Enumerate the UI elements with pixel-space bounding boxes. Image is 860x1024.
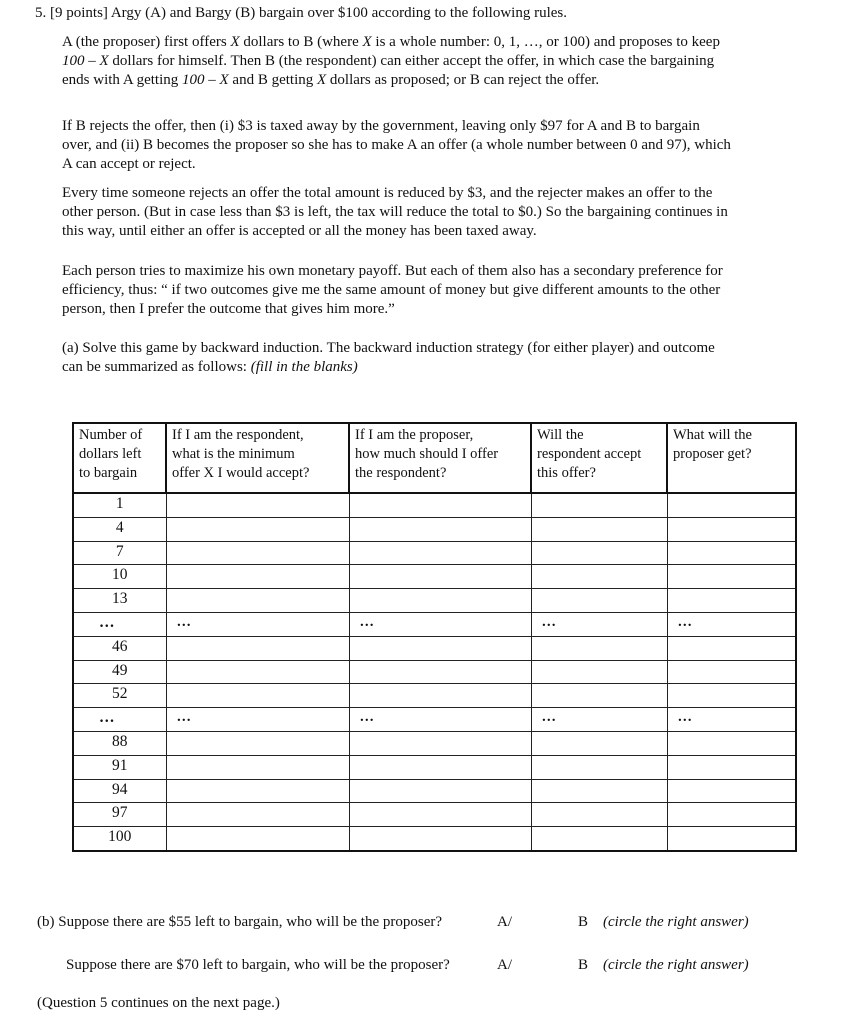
- circle-hint: (circle the right answer): [603, 914, 749, 930]
- answer-cell[interactable]: [166, 517, 349, 541]
- header-line: dollars left: [79, 446, 142, 462]
- table-row: [73, 684, 796, 708]
- table-row: [73, 541, 796, 565]
- answer-cell[interactable]: [531, 731, 667, 755]
- text-segment: other person. (But in case less than $3 is left, the tax will reduce the total to $0.) So the bargaining continues in: [62, 204, 728, 220]
- answer-cell[interactable]: [667, 684, 796, 708]
- option-a[interactable]: A/: [497, 914, 512, 930]
- answer-cell[interactable]: [667, 541, 796, 565]
- answer-cell[interactable]: [531, 660, 667, 684]
- text-segment: efficiency, thus: “ if two outcomes give me the same amount of money but give different amounts to the other: [62, 282, 721, 298]
- table-row: [73, 731, 796, 755]
- answer-cell[interactable]: [166, 636, 349, 660]
- answer-cell[interactable]: …: [667, 612, 796, 636]
- part-b-question-55: (b) Suppose there are $55 left to bargain, who will be the proposer?: [37, 914, 443, 930]
- option-a[interactable]: A/: [497, 957, 512, 973]
- header-line: offer X I would accept?: [172, 465, 310, 481]
- answer-cell[interactable]: [166, 827, 349, 851]
- text-segment: ends with A getting: [62, 72, 182, 88]
- answer-cell[interactable]: [667, 803, 796, 827]
- answer-cell[interactable]: [166, 589, 349, 613]
- backward-induction-table: [72, 422, 797, 852]
- answer-cell[interactable]: [166, 779, 349, 803]
- table-row: [73, 755, 796, 779]
- answer-cell[interactable]: [349, 731, 531, 755]
- answer-cell[interactable]: [531, 803, 667, 827]
- answer-cell[interactable]: [531, 684, 667, 708]
- answer-cell[interactable]: [166, 493, 349, 517]
- header-line: to bargain: [79, 465, 138, 481]
- text-segment: dollars for himself. Then B (the respondent) can either accept the offer, in which case the bargaining: [108, 53, 715, 69]
- answer-cell[interactable]: [667, 493, 796, 517]
- answer-cell[interactable]: [667, 731, 796, 755]
- dollars-left-cell: 13: [73, 589, 166, 613]
- answer-cell[interactable]: [531, 493, 667, 517]
- question-title: 5. [9 points] Argy (A) and Bargy (B) bargain over $100 according to the following rules.: [35, 5, 567, 21]
- text-segment: is a whole number: 0, 1, …, or 100) and proposes to keep: [371, 34, 720, 50]
- paragraph-line: [62, 136, 731, 155]
- answer-cell[interactable]: [166, 660, 349, 684]
- header-line: the respondent?: [355, 465, 447, 481]
- answer-cell[interactable]: [667, 827, 796, 851]
- text-segment: X: [317, 72, 327, 88]
- answer-cell[interactable]: [349, 684, 531, 708]
- header-line: what is the minimum: [172, 446, 295, 462]
- paragraph-line: [62, 281, 720, 300]
- header-line: What will the: [673, 427, 752, 443]
- dollars-left-cell: …: [73, 612, 166, 636]
- table-row: [73, 517, 796, 541]
- paragraph-line: [62, 203, 728, 222]
- answer-cell[interactable]: …: [349, 708, 531, 732]
- text-segment: X: [362, 34, 372, 50]
- answer-cell[interactable]: [349, 827, 531, 851]
- answer-cell[interactable]: [166, 541, 349, 565]
- answer-cell[interactable]: [531, 565, 667, 589]
- header-line: how much should I offer: [355, 446, 499, 462]
- dollars-left-cell: 1: [73, 493, 166, 517]
- table-row: [73, 708, 796, 732]
- dollars-left-cell: 10: [73, 565, 166, 589]
- dollars-left-cell: …: [73, 708, 166, 732]
- answer-cell[interactable]: [531, 827, 667, 851]
- text-segment: 100 – X: [62, 53, 109, 69]
- answer-cell[interactable]: …: [349, 612, 531, 636]
- text-segment: A (the proposer) first offers: [62, 34, 231, 50]
- header-line: If I am the respondent,: [172, 427, 304, 443]
- dollars-left-cell: 49: [73, 660, 166, 684]
- part-b-question-70: Suppose there are $70 left to bargain, who will be the proposer?: [66, 957, 450, 973]
- dollars-left-cell: 7: [73, 541, 166, 565]
- table-row: [73, 493, 796, 517]
- column-header: [73, 423, 166, 493]
- paragraph-line: [62, 155, 196, 174]
- answer-cell[interactable]: …: [531, 612, 667, 636]
- text-segment: If B rejects the offer, then (i) $3 is taxed away by the government, leaving only $97 for A and B to bargain: [62, 118, 700, 134]
- table-row: [73, 803, 796, 827]
- paragraph-line: [62, 222, 537, 241]
- answer-cell[interactable]: [349, 589, 531, 613]
- answer-cell[interactable]: [166, 803, 349, 827]
- answer-cell[interactable]: [349, 636, 531, 660]
- answer-cell[interactable]: [667, 517, 796, 541]
- text-segment: dollars to B (where: [239, 34, 363, 50]
- text-segment: Every time someone rejects an offer the total amount is reduced by $3, and the rejecter makes an offer to the: [62, 185, 713, 201]
- column-header: [166, 423, 349, 493]
- answer-cell[interactable]: [531, 517, 667, 541]
- answer-cell[interactable]: …: [667, 708, 796, 732]
- text-segment: over, and (ii) B becomes the proposer so she has to make A an offer (a whole number between 0 and 97), which: [62, 137, 731, 153]
- dollars-left-cell: 4: [73, 517, 166, 541]
- table-row: [73, 589, 796, 613]
- text-segment: A can accept or reject.: [62, 156, 196, 172]
- text-segment: X: [230, 34, 240, 50]
- answer-cell[interactable]: [349, 493, 531, 517]
- text-segment: 100 – X: [182, 72, 229, 88]
- dollars-left-cell: 97: [73, 803, 166, 827]
- option-b[interactable]: B: [578, 957, 589, 973]
- circle-hint: (circle the right answer): [603, 957, 749, 973]
- option-b[interactable]: B: [578, 914, 589, 930]
- column-header: [667, 423, 796, 493]
- answer-cell[interactable]: [531, 755, 667, 779]
- paragraph-line: [62, 262, 723, 281]
- paragraph-line: [62, 358, 358, 377]
- dollars-left-cell: 52: [73, 684, 166, 708]
- answer-cell[interactable]: [531, 636, 667, 660]
- answer-cell[interactable]: [166, 565, 349, 589]
- answer-cell[interactable]: [349, 779, 531, 803]
- answer-cell[interactable]: [667, 565, 796, 589]
- answer-cell[interactable]: …: [166, 612, 349, 636]
- paragraph-line: [62, 300, 395, 319]
- dollars-left-cell: 91: [73, 755, 166, 779]
- answer-cell[interactable]: [667, 660, 796, 684]
- table-row: [73, 779, 796, 803]
- text-segment: (fill in the blanks): [250, 359, 358, 375]
- answer-cell[interactable]: [531, 541, 667, 565]
- answer-cell[interactable]: [166, 684, 349, 708]
- table-row: [73, 827, 796, 851]
- dollars-left-cell: 46: [73, 636, 166, 660]
- text-segment: Each person tries to maximize his own monetary payoff. But each of them also has a secondary preference for: [62, 263, 723, 279]
- table-row: [73, 565, 796, 589]
- answer-cell[interactable]: [667, 779, 796, 803]
- text-segment: dollars as proposed; or B can reject the offer.: [326, 72, 600, 88]
- answer-cell[interactable]: [349, 660, 531, 684]
- header-line: Number of: [79, 427, 143, 443]
- answer-cell[interactable]: [349, 541, 531, 565]
- header-line: respondent accept: [537, 446, 642, 462]
- paragraph-line: [62, 117, 700, 136]
- table-row: [73, 660, 796, 684]
- answer-cell[interactable]: [349, 755, 531, 779]
- text-segment: (a) Solve this game by backward induction. The backward induction strategy (for either player) and outcome: [62, 340, 715, 356]
- text-segment: person, then I prefer the outcome that gives him more.”: [62, 301, 395, 317]
- header-line: Will the: [537, 427, 584, 443]
- dollars-left-cell: 94: [73, 779, 166, 803]
- answer-cell[interactable]: [166, 731, 349, 755]
- paragraph-line: [62, 71, 599, 90]
- answer-cell[interactable]: [667, 636, 796, 660]
- answer-cell[interactable]: …: [166, 708, 349, 732]
- header-line: proposer get?: [673, 446, 752, 462]
- paragraph-line: [62, 184, 712, 203]
- answer-cell[interactable]: [349, 565, 531, 589]
- paragraph-line: [62, 33, 720, 52]
- header-line: If I am the proposer,: [355, 427, 474, 443]
- table-row: [73, 612, 796, 636]
- table-row: [73, 636, 796, 660]
- answer-cell[interactable]: [349, 803, 531, 827]
- text-segment: and B getting: [228, 72, 317, 88]
- continuation-note: (Question 5 continues on the next page.): [37, 995, 280, 1011]
- answer-cell[interactable]: [667, 589, 796, 613]
- answer-cell[interactable]: [531, 589, 667, 613]
- dollars-left-cell: 100: [73, 827, 166, 851]
- column-header: [349, 423, 531, 493]
- text-segment: can be summarized as follows:: [62, 359, 251, 375]
- dollars-left-cell: 88: [73, 731, 166, 755]
- answer-cell[interactable]: [531, 779, 667, 803]
- paragraph-line: [62, 52, 714, 71]
- answer-cell[interactable]: [166, 755, 349, 779]
- answer-cell[interactable]: …: [531, 708, 667, 732]
- paragraph-line: [62, 339, 715, 358]
- answer-cell[interactable]: [349, 517, 531, 541]
- text-segment: this way, until either an offer is accepted or all the money has been taxed away.: [62, 223, 537, 239]
- header-line: this offer?: [537, 465, 596, 481]
- column-header: [531, 423, 667, 493]
- answer-cell[interactable]: [667, 755, 796, 779]
